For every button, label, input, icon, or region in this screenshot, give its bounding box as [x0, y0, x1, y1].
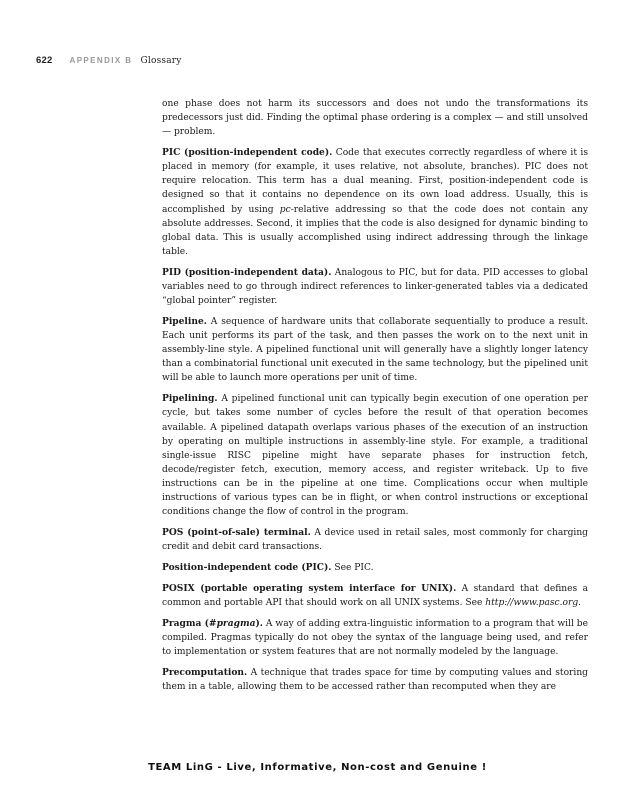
entry-term: PIC (position-independent code).	[162, 147, 333, 159]
entry-text: A way of adding extra-linguistic information to a program that will be compiled. Pragmas typically do not obey the syntax of the language being used, and refer to implementation or system features that are not normally modeled by the language.	[162, 619, 589, 658]
entry-term: POSIX (portable operating system interface for UNIX).	[162, 583, 457, 595]
entry-text: A technique that trades space for time by computing values and storing them in a table, allowing them to be accessed rather than recomputed when they are	[162, 668, 588, 693]
entry-text-cont: .	[578, 598, 582, 609]
glossary-entry-precomputation	[162, 666, 588, 694]
entry-text: Analogous to PIC, but for data. PID accesses to global variables need to go through indirect references to linker-generated tables via a dedicated “global pointer” register.	[162, 267, 588, 306]
glossary-entry-pid	[162, 266, 588, 308]
entry-text: A standard that defines a common and portable API that should work on all UNIX systems. See	[162, 584, 588, 609]
entry-term: Pragma (#pragma).	[162, 618, 263, 630]
entry-term: PID (position-independent data).	[162, 266, 332, 278]
entry-text-cont: -relative addressing so that the code does not contain any absolute addresses. Second, it implies that the code is also designed for dynamic binding to global data. This is usually accomplished using indirect addressing through the linkage table.	[162, 204, 588, 257]
entry-text: one phase does not harm its successors and does not undo the transformations its predecessors just did. Finding the optimal phase ordering is a complex — and still unsolved — problem.	[162, 99, 588, 138]
glossary-entry-pos	[162, 526, 588, 554]
section-title: Glossary	[140, 56, 182, 66]
entry-text: A sequence of hardware units that collaborate sequentially to produce a result. Each unit performs its part of the task, and then passes the work on to the next unit in assembly-line style. A pipelined functional unit will generally have a slightly longer latency than a combinatorial functional unit executed in the same technology, but the pipelined unit will be able to launch more operations per unit of time.	[162, 316, 588, 384]
entry-text: A device used in retail sales, most commonly for charging credit and debit card transactions.	[162, 528, 588, 553]
entry-text: A pipelined functional unit can typically begin execution of one operation per cycle, but takes some number of cycles before the result of that operation becomes available. A pipelined datapath overlaps various phases of the execution of an instruction by operating on multiple instructions in assembly-line style. For example, a traditional single-issue RISC pipeline might have separate phases for instruction fetch, decode/register fetch, execution, memory access, and register writeback. Up to five instructions can be in the pipeline at one time. Complications occur when multiple instructions of various types can be in flight, or when control instructions or exceptional conditions change the flow of control in the program.	[162, 394, 588, 518]
page-number: 622	[36, 55, 53, 66]
entry-term: Position-independent code (PIC).	[162, 562, 332, 574]
glossary-entry-position-independent-code	[162, 561, 588, 575]
glossary-body	[162, 97, 588, 701]
entry-link[interactable]: http://www.pasc.org	[485, 598, 579, 609]
glossary-entry-continuation	[162, 97, 588, 139]
entry-term: POS (point-of-sale) terminal.	[162, 527, 311, 539]
glossary-entry-pipelining	[162, 392, 588, 519]
appendix-label: APPENDIX B	[69, 56, 133, 65]
entry-term: Precomputation.	[162, 667, 248, 679]
glossary-entry-pic	[162, 146, 588, 259]
entry-term: Pipeline.	[162, 315, 207, 327]
running-header	[36, 55, 182, 66]
entry-text: Code that executes correctly regardless of where it is placed in memory (for example, it uses relative, not absolute, branches). PIC does not require relocation. This term has a dual meaning. First, position-independent code is designed so that it contains no dependence on its own load address. Usually, this is accomplished by using	[162, 148, 588, 215]
glossary-entry-pipeline	[162, 315, 588, 385]
entry-text: See PIC.	[331, 563, 374, 574]
glossary-entry-posix	[162, 582, 588, 610]
footer-banner: TEAM LinG - Live, Informative, Non-cost and Genuine !	[148, 762, 487, 773]
glossary-entry-pragma	[162, 617, 588, 659]
entry-italic: pc	[279, 204, 291, 215]
entry-term: Pipelining.	[162, 393, 218, 405]
